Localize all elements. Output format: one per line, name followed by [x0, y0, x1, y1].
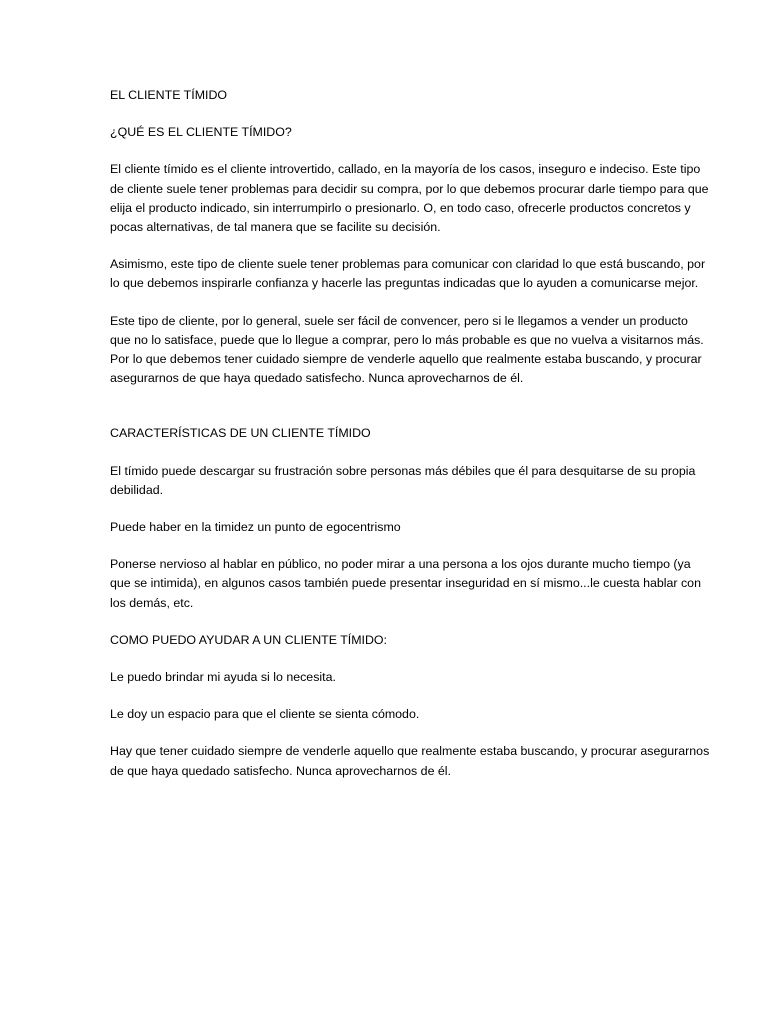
help-item-2: Le doy un espacio para que el cliente se sienta cómodo.: [110, 707, 420, 722]
document-title: EL CLIENTE TÍMIDO: [110, 88, 228, 102]
characteristic-3: Ponerse nervioso al hablar en público, no poder mirar a una persona a los ojos durante mucho tiempo (ya que se intimida), en algunos casos también puede presentar inseguridad en sí mismo...le cuesta hablar con los demás, etc.: [110, 557, 701, 610]
document-page: [110, 86, 710, 799]
paragraph-intro-3: Este tipo de cliente, por lo general, suele ser fácil de convencer, pero si le llegamos a vender un producto que no lo satisface, puede que lo llegue a comprar, pero lo más probable es que no vuelva a visitarnos más. Por lo que debemos tener cuidado siempre de venderle aquello que realmente estaba buscando, y procurar asegurarnos de que haya quedado satisfecho. Nunca aprovecharnos de él.: [110, 313, 704, 386]
help-item-1: Le puedo brindar mi ayuda si lo necesita.: [110, 670, 336, 685]
paragraph-intro-2: Asimismo, este tipo de cliente suele tener problemas para comunicar con claridad lo que está buscando, por lo que debemos inspirarle confianza y hacerle las preguntas indicadas que lo ayuden a comunicarse mejor.: [110, 257, 706, 291]
help-heading: COMO PUEDO AYUDAR A UN CLIENTE TÍMIDO:: [110, 632, 387, 647]
question-heading: ¿QUÉ ES EL CLIENTE TÍMIDO?: [110, 125, 292, 140]
characteristics-heading: CARACTERÍSTICAS DE UN CLIENTE TÍMIDO: [110, 426, 371, 441]
paragraph-intro-1: El cliente tímido es el cliente introvertido, callado, en la mayoría de los casos, inseguro e indeciso. Este tipo de cliente suele tener problemas para decidir su compra, por lo que debemos procurar darle tiempo para que elija el producto indicado, sin interrumpirlo o presionarlo. O, en todo caso, ofrecerle productos concretos y pocas alternativas, de tal manera que se facilite su decisión.: [110, 162, 709, 235]
help-item-3: Hay que tener cuidado siempre de venderle aquello que realmente estaba buscando, y procurar asegurarnos de que haya quedado satisfecho. Nunca aprovecharnos de él.: [110, 744, 710, 778]
characteristic-1: El tímido puede descargar su frustración sobre personas más débiles que él para desquitarse de su propia debilidad.: [110, 463, 696, 497]
characteristic-2: Puede haber en la timidez un punto de egocentrismo: [110, 520, 401, 535]
